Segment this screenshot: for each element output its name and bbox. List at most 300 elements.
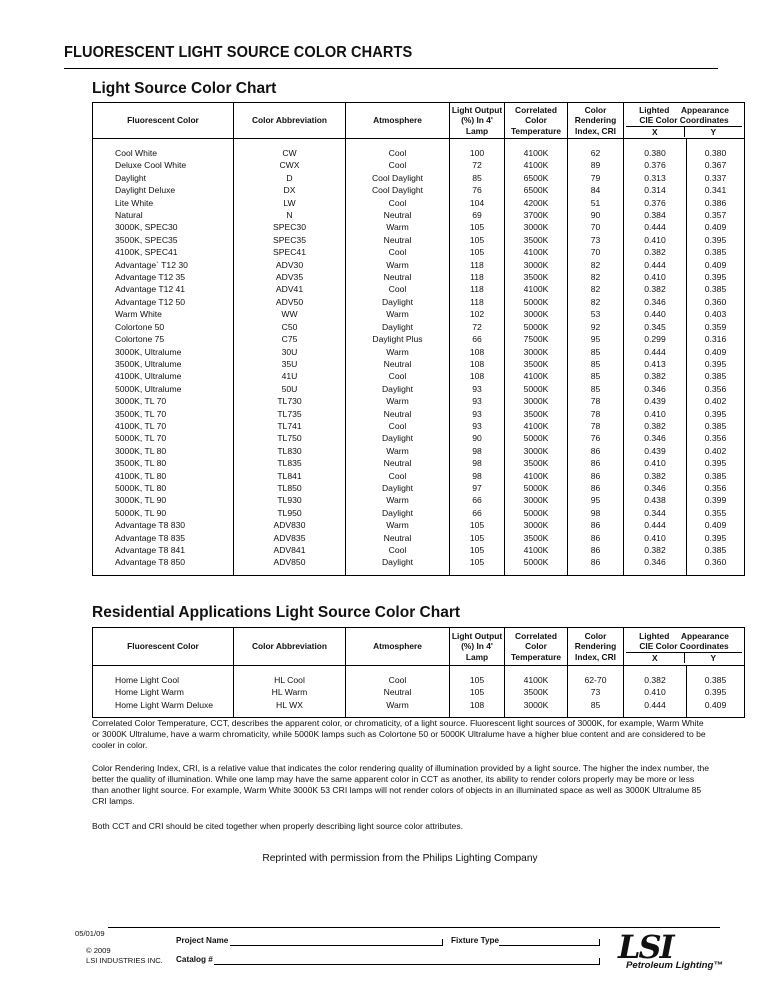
cell-fluorescent-color: 4100K, TL 80 [93,470,234,482]
cell-cie-y: 0.385 [687,674,745,686]
cell-fluorescent-color: 4100K, SPEC41 [93,246,234,258]
cell-cri: 86 [568,470,624,482]
cell-cri: 51 [568,197,624,209]
cell-cri: 78 [568,408,624,420]
cell-fluorescent-color: 3000K, SPEC30 [93,221,234,233]
cell-color-abbreviation: TL830 [234,445,346,457]
cell-atmosphere: Cool [346,420,450,432]
cell-fluorescent-color: 5000K, Ultralume [93,383,234,395]
header-y: Y [684,127,743,137]
spacer-cell [234,139,346,148]
cell-light-output: 76 [450,184,505,196]
cell-light-output: 72 [450,159,505,171]
reprint-credit: Reprinted with permission from the Philips Lighting Company [262,853,538,864]
cell-color-abbreviation: TL741 [234,420,346,432]
cell-cie-x: 0.444 [624,346,687,358]
spacer-cell [505,139,568,148]
cell-cri: 85 [568,358,624,370]
cell-light-output: 105 [450,532,505,544]
cell-cri: 70 [568,221,624,233]
cell-color-abbreviation: 50U [234,383,346,395]
cell-cie-y: 0.402 [687,445,745,457]
cell-fluorescent-color: Natural [93,209,234,221]
cell-color-abbreviation: HL Warm [234,686,346,698]
table-row [93,246,745,258]
cell-light-output: 108 [450,346,505,358]
header-appearance: Appearance [680,104,729,115]
table-row [93,221,745,233]
cell-cct: 3000K [505,395,568,407]
cell-atmosphere: Cool [346,370,450,382]
spacer-cell [624,139,687,148]
cell-light-output: 105 [450,221,505,233]
cell-light-output: 104 [450,197,505,209]
cell-cie-x: 0.384 [624,209,687,221]
cell-atmosphere: Cool [346,470,450,482]
cell-cie-x: 0.444 [624,519,687,531]
cell-cri: 73 [568,234,624,246]
cell-cie-y: 0.395 [687,686,745,698]
cell-color-abbreviation: DX [234,184,346,196]
cell-cie-y: 0.355 [687,507,745,519]
cell-cie-y: 0.367 [687,159,745,171]
cell-cie-x: 0.313 [624,172,687,184]
cell-cri: 85 [568,370,624,382]
table2-body [93,666,745,718]
cell-cct: 3500K [505,234,568,246]
spacer-cell [450,569,505,576]
cell-fluorescent-color: Lite White [93,197,234,209]
cell-cct: 5000K [505,296,568,308]
cell-fluorescent-color: Advantage T12 41 [93,283,234,295]
catalog-label: Catalog # [176,955,213,964]
cell-atmosphere: Cool [346,674,450,686]
cell-atmosphere: Cool [346,159,450,171]
cell-cct: 3000K [505,308,568,320]
cell-cie-x: 0.444 [624,259,687,271]
cell-light-output: 93 [450,408,505,420]
table-spacer-row [93,139,745,148]
cell-cri: 89 [568,159,624,171]
cell-cct: 3000K [505,519,568,531]
cell-atmosphere: Neutral [346,532,450,544]
cell-cie-y: 0.409 [687,221,745,233]
cell-atmosphere: Warm [346,221,450,233]
field-end-mark [442,939,443,946]
cell-light-output: 105 [450,246,505,258]
cell-atmosphere: Cool [346,147,450,159]
header-lighted: Lighted [639,630,670,641]
spacer-cell [93,139,234,148]
cell-cie-x: 0.410 [624,408,687,420]
spacer-cell [687,711,745,718]
cell-cri: 84 [568,184,624,196]
table1-title: Light Source Color Chart [92,80,277,97]
spacer-cell [346,569,450,576]
cell-cri: 90 [568,209,624,221]
header-lighted: Lighted [639,104,670,115]
table-row [93,699,745,711]
cell-cie-x: 0.382 [624,470,687,482]
cell-cie-y: 0.409 [687,519,745,531]
table-row [93,333,745,345]
cell-color-abbreviation: ADV30 [234,259,346,271]
cell-atmosphere: Cool Daylight [346,172,450,184]
cell-fluorescent-color: 3000K, Ultralume [93,346,234,358]
spacer-cell [687,666,745,675]
cell-cri: 95 [568,333,624,345]
cell-cie-y: 0.395 [687,234,745,246]
cell-color-abbreviation: TL730 [234,395,346,407]
header-x: X [651,126,658,137]
spacer-cell [505,666,568,675]
cell-light-output: 105 [450,556,505,568]
cell-color-abbreviation: N [234,209,346,221]
cell-cie-y: 0.395 [687,271,745,283]
cell-cct: 3700K [505,209,568,221]
spacer-cell [568,569,624,576]
cell-cie-y: 0.403 [687,308,745,320]
fixture-type-label: Fixture Type [451,936,500,945]
cell-color-abbreviation: C50 [234,321,346,333]
table-row [93,383,745,395]
spacer-cell [505,569,568,576]
spacer-cell [346,666,450,675]
cell-light-output: 72 [450,321,505,333]
cell-cie-x: 0.376 [624,159,687,171]
cell-fluorescent-color: 5000K, TL 70 [93,432,234,444]
cell-light-output: 105 [450,519,505,531]
cell-cct: 3000K [505,494,568,506]
cell-light-output: 118 [450,259,505,271]
cell-color-abbreviation: TL950 [234,507,346,519]
cell-atmosphere: Cool [346,246,450,258]
spacer-cell [93,569,234,576]
cell-fluorescent-color: 3000K, TL 90 [93,494,234,506]
cell-cct: 5000K [505,482,568,494]
cell-light-output: 108 [450,699,505,711]
cell-cct: 6500K [505,184,568,196]
cell-light-output: 118 [450,271,505,283]
header-cct: Correlated Color Temperature [505,103,568,139]
cell-color-abbreviation: ADV841 [234,544,346,556]
cell-color-abbreviation: ADV35 [234,271,346,283]
cell-cie-x: 0.346 [624,296,687,308]
cell-cct: 5000K [505,556,568,568]
cell-color-abbreviation: SPEC41 [234,246,346,258]
table-row [93,408,745,420]
cell-cct: 5000K [505,383,568,395]
header-cie-coordinates: CIE Color Coordinates [639,114,729,125]
cell-cie-y: 0.402 [687,395,745,407]
project-name-label: Project Name [176,936,229,945]
cell-fluorescent-color: 3000K, TL 80 [93,445,234,457]
cell-cct: 4100K [505,370,568,382]
cell-cri: 79 [568,172,624,184]
cell-atmosphere: Warm [346,699,450,711]
cell-light-output: 69 [450,209,505,221]
table-row [93,532,745,544]
header-cri: Color Rendering Index, CRI [568,103,624,139]
cell-cri: 86 [568,544,624,556]
cell-cie-x: 0.410 [624,271,687,283]
cell-atmosphere: Daylight [346,321,450,333]
cell-cct: 3500K [505,271,568,283]
header-fluorescent-color: Fluorescent Color [93,628,234,666]
note-cct: Correlated Color Temperature, CCT, describes the apparent color, or chromaticity, of a light source. Fluorescent light sources of 3000K, for example, Warm White or 3000K Ultralume, have a warm chromaticity, while 5000K lamps such as Colortone 50 or 5000K Ultralume have a higher blue content and are considered to be cooler in color. [92,718,706,750]
cell-cie-x: 0.439 [624,445,687,457]
cell-cri: 82 [568,259,624,271]
cell-cie-x: 0.382 [624,370,687,382]
cell-light-output: 93 [450,383,505,395]
cell-fluorescent-color: 3000K, TL 70 [93,395,234,407]
header-cri: Color Rendering Index, CRI [568,628,624,666]
cell-color-abbreviation: TL930 [234,494,346,506]
cell-cri: 86 [568,457,624,469]
table-row [93,370,745,382]
cell-cct: 5000K [505,507,568,519]
cell-light-output: 93 [450,395,505,407]
cell-cie-x: 0.444 [624,699,687,711]
cell-light-output: 102 [450,308,505,320]
table-row [93,494,745,506]
project-name-field[interactable] [230,945,442,946]
cell-cct: 4100K [505,544,568,556]
cell-color-abbreviation: ADV835 [234,532,346,544]
cell-light-output: 97 [450,482,505,494]
header-x: X [651,652,658,663]
table-row [93,271,745,283]
cell-cri: 92 [568,321,624,333]
cell-atmosphere: Neutral [346,271,450,283]
cell-color-abbreviation: 35U [234,358,346,370]
table-row [93,445,745,457]
header-y: Y [684,653,743,663]
cell-cct: 4100K [505,147,568,159]
cell-atmosphere: Warm [346,308,450,320]
cell-light-output: 66 [450,333,505,345]
spacer-cell [687,139,745,148]
header-color-abbreviation: Color Abbreviation [234,103,346,139]
spacer-cell [234,666,346,675]
cell-cie-x: 0.410 [624,686,687,698]
cell-cie-x: 0.344 [624,507,687,519]
table2-title: Residential Applications Light Source Color Chart [92,604,461,621]
cell-cri: 86 [568,556,624,568]
cell-cie-y: 0.385 [687,283,745,295]
cell-light-output: 118 [450,283,505,295]
cell-cct: 3000K [505,221,568,233]
cell-cct: 3000K [505,259,568,271]
field-end-mark [599,958,600,965]
cell-color-abbreviation: LW [234,197,346,209]
cell-fluorescent-color: Home Light Warm [93,686,234,698]
cell-fluorescent-color: Daylight Deluxe [93,184,234,196]
cell-cct: 3000K [505,445,568,457]
table-row [93,482,745,494]
cell-fluorescent-color: 5000K, TL 80 [93,482,234,494]
spacer-cell [568,666,624,675]
cell-color-abbreviation: TL835 [234,457,346,469]
table-row [93,432,745,444]
cell-atmosphere: Daylight [346,482,450,494]
spacer-cell [505,711,568,718]
cell-color-abbreviation: ADV41 [234,283,346,295]
header-fluorescent-color: Fluorescent Color [93,103,234,139]
cell-fluorescent-color: Colortone 50 [93,321,234,333]
table-row [93,308,745,320]
header-atmosphere: Atmosphere [346,103,450,139]
cell-fluorescent-color: Home Light Warm Deluxe [93,699,234,711]
catalog-field[interactable] [214,964,599,965]
cell-color-abbreviation: CW [234,147,346,159]
cell-cie-y: 0.356 [687,383,745,395]
cell-cct: 5000K [505,321,568,333]
cell-cri: 85 [568,699,624,711]
cell-cie-x: 0.410 [624,532,687,544]
cell-cct: 4100K [505,283,568,295]
table-row [93,544,745,556]
cell-cie-y: 0.385 [687,470,745,482]
cell-color-abbreviation: C75 [234,333,346,345]
cell-atmosphere: Neutral [346,457,450,469]
spacer-cell [568,711,624,718]
cell-cie-y: 0.409 [687,346,745,358]
cell-atmosphere: Neutral [346,408,450,420]
header-atmosphere: Atmosphere [346,628,450,666]
cell-fluorescent-color: 4100K, Ultralume [93,370,234,382]
cell-cri: 85 [568,346,624,358]
cell-cie-y: 0.356 [687,482,745,494]
cell-cie-x: 0.444 [624,221,687,233]
cell-fluorescent-color: Deluxe Cool White [93,159,234,171]
cell-cie-x: 0.382 [624,246,687,258]
cell-cri: 86 [568,532,624,544]
cell-cct: 3000K [505,699,568,711]
cell-fluorescent-color: Warm White [93,308,234,320]
cell-light-output: 93 [450,420,505,432]
cell-atmosphere: Daylight Plus [346,333,450,345]
header-color-abbreviation: Color Abbreviation [234,628,346,666]
cell-light-output: 108 [450,358,505,370]
table-row [93,197,745,209]
fixture-type-field[interactable] [499,945,599,946]
cell-cie-y: 0.395 [687,457,745,469]
cell-cct: 3500K [505,358,568,370]
cell-atmosphere: Cool [346,197,450,209]
table-row [93,395,745,407]
cell-cct: 4100K [505,159,568,171]
cell-color-abbreviation: CWX [234,159,346,171]
cell-cct: 3000K [505,346,568,358]
cell-cri: 86 [568,482,624,494]
table-row [93,147,745,159]
table-row [93,519,745,531]
cell-atmosphere: Daylight [346,507,450,519]
table-row [93,470,745,482]
cell-cie-y: 0.316 [687,333,745,345]
table-row [93,172,745,184]
cell-cie-x: 0.380 [624,147,687,159]
cell-fluorescent-color: Advantage T8 835 [93,532,234,544]
cell-atmosphere: Daylight [346,296,450,308]
cell-color-abbreviation: D [234,172,346,184]
cell-atmosphere: Daylight [346,383,450,395]
cell-color-abbreviation: 41U [234,370,346,382]
cell-atmosphere: Cool [346,544,450,556]
header-cie-coordinates: CIE Color Coordinates [639,640,729,651]
cell-cri: 85 [568,383,624,395]
cell-fluorescent-color: Daylight [93,172,234,184]
cell-cri: 62 [568,147,624,159]
title-divider [64,68,718,69]
cell-cie-x: 0.439 [624,395,687,407]
cell-cie-y: 0.386 [687,197,745,209]
cell-fluorescent-color: Advantage T8 830 [93,519,234,531]
cell-cie-x: 0.346 [624,482,687,494]
table-row [93,686,745,698]
cell-color-abbreviation: TL850 [234,482,346,494]
spacer-cell [687,569,745,576]
cell-cri: 82 [568,271,624,283]
cell-cct: 7500K [505,333,568,345]
cell-cie-y: 0.395 [687,532,745,544]
table-row [93,507,745,519]
spacer-cell [568,139,624,148]
cell-cri: 70 [568,246,624,258]
cell-fluorescent-color: Home Light Cool [93,674,234,686]
table-row [93,283,745,295]
cell-cri: 82 [568,296,624,308]
cell-cie-x: 0.376 [624,197,687,209]
table-row [93,674,745,686]
cell-fluorescent-color: 5000K, TL 90 [93,507,234,519]
cell-cct: 4100K [505,674,568,686]
cell-atmosphere: Neutral [346,686,450,698]
light-source-color-chart [92,102,745,576]
cell-cie-y: 0.360 [687,296,745,308]
table-end-row [93,711,745,718]
cell-cie-x: 0.382 [624,420,687,432]
cell-cct: 4200K [505,197,568,209]
cell-cri: 62-70 [568,674,624,686]
cell-cct: 3500K [505,457,568,469]
cell-atmosphere: Warm [346,395,450,407]
header-cct: Correlated Color Temperature [505,628,568,666]
cell-cie-y: 0.399 [687,494,745,506]
cell-atmosphere: Warm [346,346,450,358]
field-end-mark [599,939,600,946]
cell-cie-x: 0.382 [624,674,687,686]
header-light-output: Light Output (%) In 4' Lamp [450,628,505,666]
cell-color-abbreviation: TL735 [234,408,346,420]
cell-fluorescent-color: 3500K, TL 70 [93,408,234,420]
cell-cie-y: 0.359 [687,321,745,333]
table-row [93,321,745,333]
cell-cie-x: 0.345 [624,321,687,333]
cell-atmosphere: Cool [346,283,450,295]
cell-cie-y: 0.385 [687,370,745,382]
table-row [93,420,745,432]
cell-color-abbreviation: ADV850 [234,556,346,568]
cell-cie-x: 0.382 [624,544,687,556]
cell-fluorescent-color: 3500K, SPEC35 [93,234,234,246]
table-row [93,184,745,196]
cell-cri: 78 [568,395,624,407]
cell-color-abbreviation: SPEC30 [234,221,346,233]
cell-cie-y: 0.395 [687,358,745,370]
cell-cie-x: 0.299 [624,333,687,345]
